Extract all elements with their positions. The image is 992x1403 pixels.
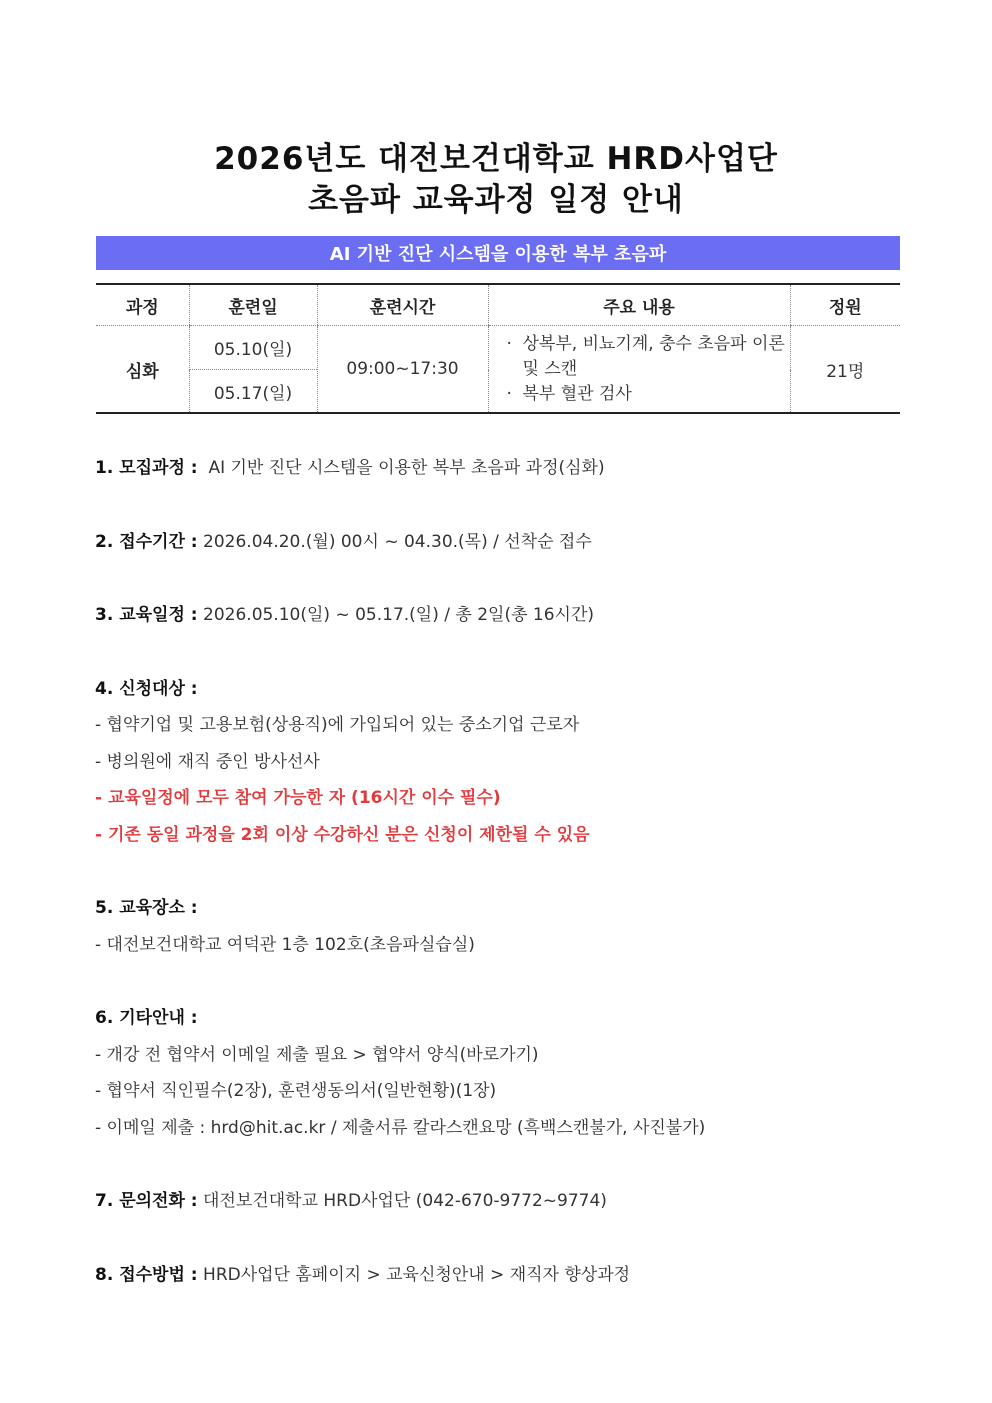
section-label: 2. 접수기간 : (95, 532, 198, 552)
content-item: · 상복부, 비뇨기계, 충수 초음파 이론 및 스캔 (506, 333, 785, 379)
content-item: · 복부 혈관 검사 (506, 383, 632, 404)
section-text: AI 기반 진단 시스템을 이용한 복부 초음파 과정(심화) (208, 458, 605, 478)
section-text: 대전보건대학교 HRD사업단 (042-670-9772~9774) (203, 1191, 607, 1211)
page-title-line1: 2026년도 대전보건대학교 HRD사업단 (214, 141, 778, 177)
section-label: 6. 기타안내 : (95, 1008, 198, 1028)
list-item: - 협약기업 및 고용보험(상용직)에 가입되어 있는 중소기업 근로자 (95, 715, 580, 735)
section-recruit (95, 453, 605, 478)
list-item: - 이메일 제출 : hrd@hit.ac.kr / 제출서류 칼라스캔요망 (흑백스캔불가, 사진불가) (95, 1118, 706, 1138)
list-item: - 협약서 직인필수(2장), 훈련생동의서(일반현황)(1장) (95, 1081, 497, 1101)
header-content: 주요 내용 (488, 284, 790, 326)
section-text: 2026.05.10(일) ~ 05.17.(일) / 총 2일(총 16시간) (203, 605, 595, 625)
header-capacity: 정원 (790, 284, 900, 326)
section-label: 4. 신청대상 : (95, 679, 198, 699)
section-target-heading (95, 674, 198, 699)
header-time: 훈련시간 (317, 284, 488, 326)
section-schedule (95, 600, 594, 625)
section-application-period (95, 527, 592, 552)
content-cell (488, 326, 790, 414)
header-date: 훈련일 (189, 284, 317, 326)
course-banner: AI 기반 진단 시스템을 이용한 복부 초음파 (96, 236, 900, 270)
course-cell: 심화 (96, 326, 189, 414)
time-cell: 09:00~17:30 (317, 326, 488, 414)
section-label: 5. 교육장소 : (95, 898, 198, 918)
table-row (96, 326, 900, 370)
notice-item: - 교육일정에 모두 참여 가능한 자 (16시간 이수 필수) (95, 788, 501, 808)
schedule-table (96, 283, 900, 414)
list-item: - 개강 전 협약서 이메일 제출 필요 > 협약서 양식(바로가기) (95, 1045, 539, 1065)
list-item: - 대전보건대학교 여덕관 1층 102호(초음파실습실) (95, 935, 475, 955)
list-item: - 병의원에 재직 중인 방사선사 (95, 752, 320, 772)
section-contact (95, 1186, 607, 1211)
section-location-heading (95, 893, 198, 918)
header-course: 과정 (96, 284, 189, 326)
section-label: 3. 교육일정 : (95, 605, 198, 625)
date-cell-1: 05.10(일) (189, 326, 317, 370)
section-other-heading (95, 1003, 198, 1028)
section-method (95, 1260, 630, 1285)
date-cell-2: 05.17(일) (189, 370, 317, 414)
section-text: 2026.04.20.(월) 00시 ~ 04.30.(목) / 선착순 접수 (203, 532, 592, 552)
section-text: HRD사업단 홈페이지 > 교육신청안내 > 재직자 향상과정 (203, 1265, 631, 1285)
capacity-cell: 21명 (790, 326, 900, 414)
section-label: 1. 모집과정 : (95, 458, 198, 478)
section-label: 8. 접수방법 : (95, 1265, 198, 1285)
notice-item: - 기존 동일 과정을 2회 이상 수강하신 분은 신청이 제한될 수 있음 (95, 825, 590, 845)
page-title-line2: 초음파 교육과정 일정 안내 (308, 182, 684, 218)
section-label: 7. 문의전화 : (95, 1191, 198, 1211)
